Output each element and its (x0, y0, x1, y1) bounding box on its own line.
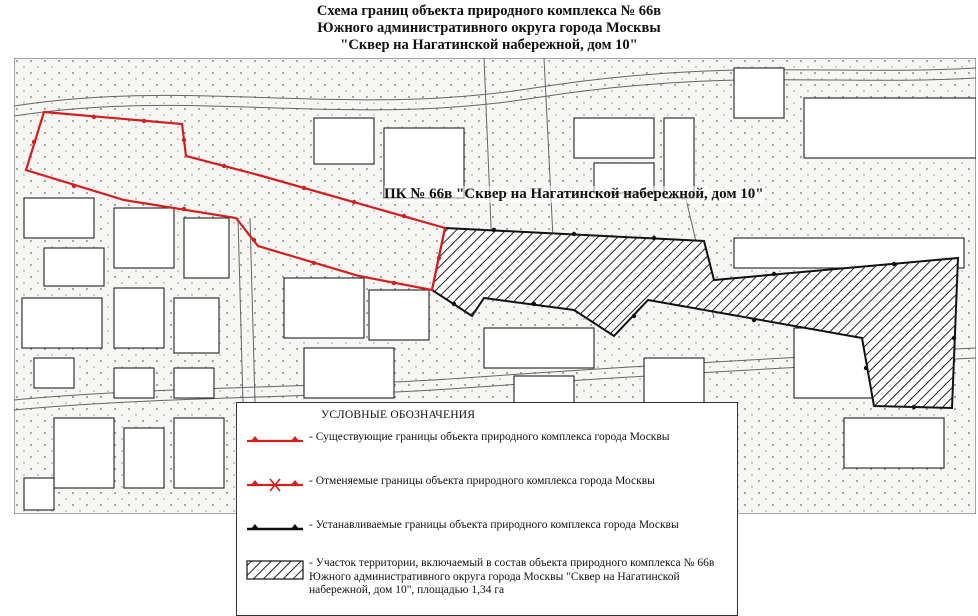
hatched-area-icon (245, 557, 305, 587)
map-title-line-3: "Сквер на Нагатинской набережной, дом 10" (340, 37, 638, 53)
legend-heading: УСЛОВНЫЕ ОБОЗНАЧЕНИЯ (321, 409, 476, 421)
existing-boundary-icon (245, 431, 305, 461)
map-title-line-1: Схема границ объекта природного комплекса № 66в (316, 3, 662, 19)
legend-text-hatched-area: - Участок территории, включаемый в состав объекта природного комплекса № 66в Южного административного округа города Москвы "Сквер на Нагатинской набережной, дом 10", площадью 1,34 га (309, 557, 715, 596)
legend-text-cancelled-boundary: - Отменяемые границы объекта природного комплекса города Москвы (309, 475, 655, 487)
legend-item-cancelled-boundary (237, 475, 737, 515)
map-legend (236, 402, 738, 616)
legend-item-established-boundary (237, 519, 737, 559)
map-title (0, 3, 978, 54)
legend-text-existing-boundary: - Существующие границы объекта природного комплекса города Москвы (309, 431, 670, 443)
established-boundary-icon (245, 519, 305, 549)
legend-item-hatched-area (237, 557, 737, 613)
cancelled-boundary-icon (245, 475, 305, 505)
legend-item-existing-boundary (237, 431, 737, 471)
natural-complex-label: ПК № 66в "Сквер на Нагатинской набережной, дом 10" (384, 186, 764, 202)
map-title-line-2: Южного административного округа города Москвы (317, 20, 661, 36)
legend-text-established-boundary: - Устанавливаемые границы объекта природного комплекса города Москвы (309, 519, 679, 531)
